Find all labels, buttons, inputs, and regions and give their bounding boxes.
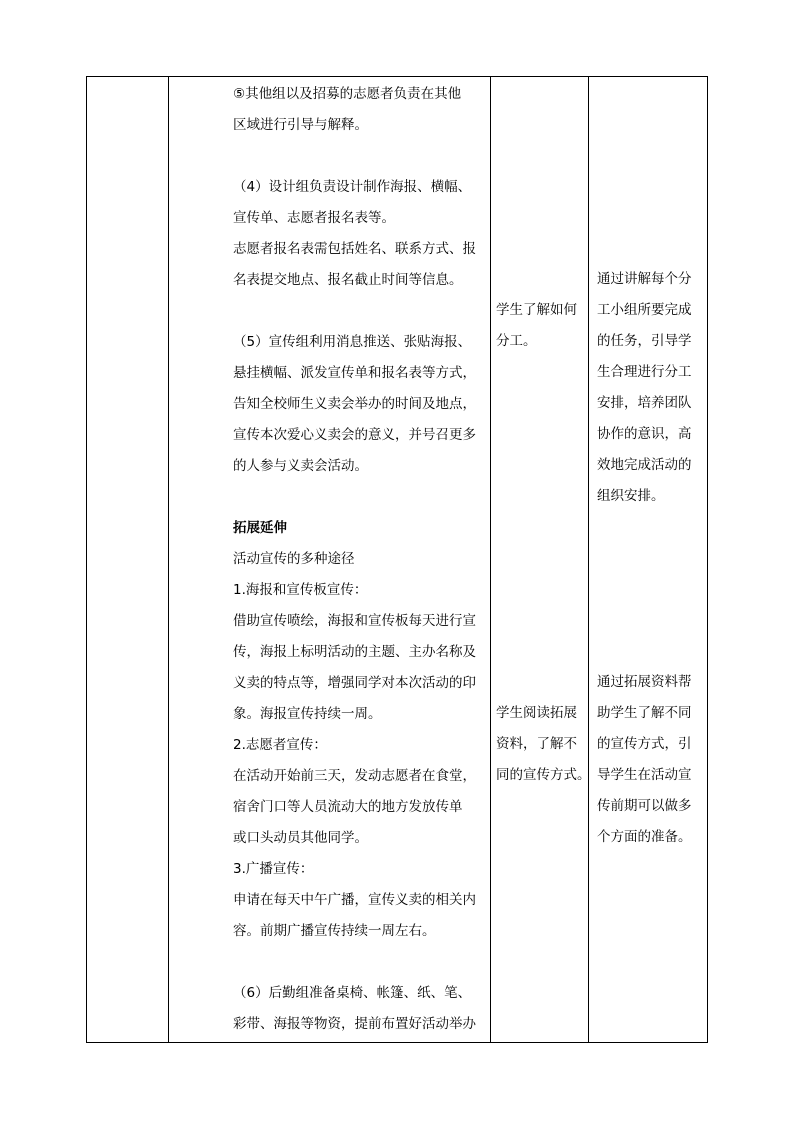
text-line: 告知全校师生义卖会举办的时间及地点， — [233, 396, 476, 412]
text-line: 的宣传方式，引 — [597, 736, 692, 752]
text-line: 或口头动员其他同学。 — [233, 830, 368, 846]
lesson-plan-table — [86, 76, 708, 1043]
student-activity-cell — [496, 698, 592, 791]
list-item-title: 1.海报和宣传板宣传： — [233, 582, 368, 598]
section-subheading: 活动宣传的多种途径 — [233, 551, 355, 567]
text-line: 通过拓展资料帮 — [597, 674, 692, 690]
text-line: 效地完成活动的 — [597, 457, 692, 473]
text-line: 的人参与义卖会活动。 — [233, 458, 368, 474]
text-line: 助学生了解不同 — [597, 705, 692, 721]
section-heading: 拓展延伸 — [233, 520, 287, 536]
text-line: （4）设计组负责设计制作海报、横幅、 — [233, 179, 472, 195]
text-line: 分工。 — [496, 333, 537, 349]
text-line: 志愿者报名表需包括姓名、联系方式、报 — [233, 241, 476, 257]
design-intent-cell — [597, 667, 707, 853]
text-line: ⑤其他组以及招募的志愿者负责在其他 — [233, 86, 462, 102]
text-line: 象。海报宣传持续一周。 — [233, 706, 382, 722]
text-line: 资料，了解不 — [496, 736, 577, 752]
text-line: 协作的意识，高 — [597, 426, 692, 442]
text-line: 宿舍门口等人员流动大的地方发放传单 — [233, 799, 463, 815]
text-line: 生合理进行分工 — [597, 364, 692, 380]
text-line: 义卖的特点等，增强同学对本次活动的印 — [233, 675, 476, 691]
column-divider — [168, 77, 169, 1042]
list-item-title: 3.广播宣传： — [233, 861, 314, 877]
text-line: 学生了解如何 — [496, 302, 577, 318]
text-line: 组织安排。 — [597, 488, 665, 504]
text-line: 个方面的准备。 — [597, 829, 692, 845]
text-line: 传，海报上标明活动的主题、主办名称及 — [233, 644, 476, 660]
student-activity-cell — [496, 295, 592, 357]
text-line: 安排，培养团队 — [597, 395, 692, 411]
text-line: 在活动开始前三天，发动志愿者在食堂， — [233, 768, 476, 784]
text-line: 传前期可以做多 — [597, 798, 692, 814]
text-line: 同的宣传方式。 — [496, 767, 591, 783]
text-line: 导学生在活动宣 — [597, 767, 692, 783]
text-line: （6）后勤组准备桌椅、帐篷、纸、笔、 — [233, 985, 472, 1001]
text-line: 借助宣传喷绘，海报和宣传板每天进行宣 — [233, 613, 476, 629]
text-line: 悬挂横幅、派发宣传单和报名表等方式， — [233, 365, 476, 381]
text-line: 的任务，引导学 — [597, 333, 692, 349]
text-line: 名表提交地点、报名截止时间等信息。 — [233, 272, 463, 288]
text-line: 工小组所要完成 — [597, 302, 692, 318]
text-line: 彩带、海报等物资，提前布置好活动举办 — [233, 1016, 476, 1032]
teaching-content-cell — [233, 79, 495, 1040]
text-line: 容。前期广播宣传持续一周左右。 — [233, 923, 436, 939]
text-line: 学生阅读拓展 — [496, 705, 577, 721]
text-line: 宣传本次爱心义卖会的意义，并号召更多 — [233, 427, 476, 443]
text-line: 宣传单、志愿者报名表等。 — [233, 210, 395, 226]
text-line: 申请在每天中午广播，宣传义卖的相关内 — [233, 892, 476, 908]
text-line: （5）宣传组利用消息推送、张贴海报、 — [233, 334, 472, 350]
list-item-title: 2.志愿者宣传： — [233, 737, 327, 753]
text-line: 通过讲解每个分 — [597, 271, 692, 287]
column-divider — [588, 77, 589, 1042]
design-intent-cell — [597, 264, 707, 512]
text-line: 区域进行引导与解释。 — [233, 117, 368, 133]
